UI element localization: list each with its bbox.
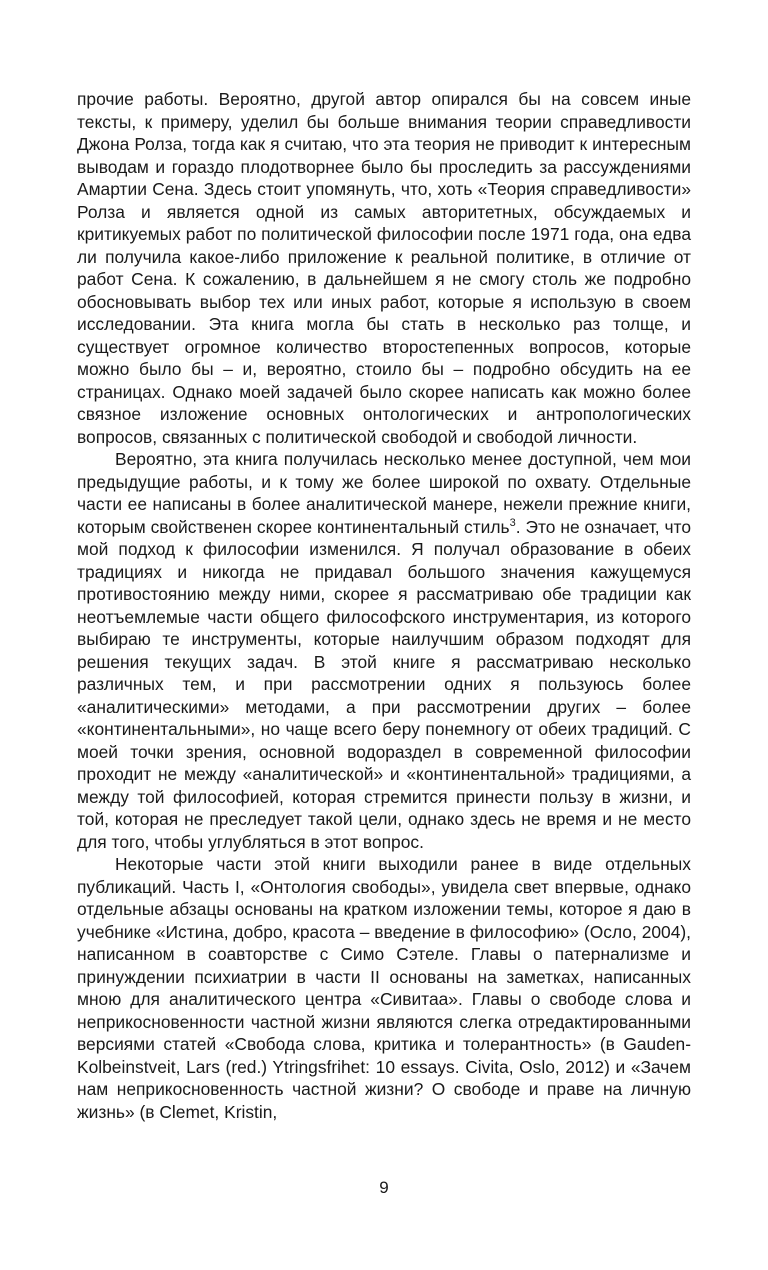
page-number: 9 (379, 1178, 389, 1197)
paragraph-2-start: Вероятно, эта книга получилась несколько менее доступной, чем мои предыдущие работы, и к тому же более широкой по охвату. Отдельные части ее написаны в более аналитической манере, нежели прежние книги, которым свойственен скорее континентальный стиль (77, 449, 691, 537)
paragraph-2 (77, 448, 691, 853)
paragraph-2-end: . Это не означает, что мой подход к философии изменился. Я получал образование в обеих традициях и никогда не придавал большого значения кажущемуся противостоянию между ними, скорее я рассматриваю обе традиции как неотъемлемые части общего философского инструментария, из которого выбираю те инструменты, которые наилучшим образом подходят для решения текущих задач. В этой книге я рассматриваю несколько различных тем, и при рассмотрении одних я пользуюсь более «аналитическими» методами, а при рассмотрении других – более «континентальными», но чаще всего беру понемногу от обеих традиций. С моей точки зрения, основной водораздел в современной философии проходит не между «аналитической» и «континентальной» традициями, а между той философией, которая стремится принести пользу в жизни, и той, которая не преследует такой цели, однако здесь не время и не место для того, чтобы углубляться в этот вопрос. (77, 516, 692, 852)
footnote-mark: 3 (509, 516, 516, 529)
page-text (77, 88, 691, 1123)
paragraph-3: Некоторые части этой книги выходили ранее в виде отдельных публикаций. Часть I, «Онтология свободы», увидела свет впервые, однако отдельные абзацы основаны на кратком изложении темы, которое я даю в учебнике «Истина, добро, красота – введение в философию» (Осло, 2004), написанном в соавторстве с Симо Сэтеле. Главы о патернализме и принуждении психиатрии в части II основаны на заметках, написанных мною для аналитического центра «Сивитаа». Главы о свободе слова и неприкосновенности частной жизни являются слегка отредактированными версиями статей «Свобода слова, критика и толерантность» (в Gauden-Kolbeinstveit, Lars (red.) Ytringsfrihet: 10 essays. Civita, Oslo, 2012) и «Зачем нам неприкосновенность частной жизни? О свободе и праве на личную жизнь» (в Clemet, Kristin, (77, 854, 691, 1122)
paragraph-1: прочие работы. Вероятно, другой автор опирался бы на совсем иные тексты, к примеру, уделил бы больше внимания теории справедливости Джона Ролза, тогда как я считаю, что эта теория не приводит к интересным выводам и гораздо плодотворнее было бы проследить за рассуждениями Амартии Сена. Здесь стоит упомянуть, что, хоть «Теория справедливости» Ролза и является одной из самых авторитетных, обсуждаемых и критикуемых работ по политической философии после 1971 года, она едва ли получила какое-либо приложение к реальной политике, в отличие от работ Сена. К сожалению, в дальнейшем я не смогу столь же подробно обосновывать выбор тех или иных работ, которые я использую в своем исследовании. Эта книга могла бы стать в несколько раз толще, и существует огромное количество второстепенных вопросов, которые можно было бы – и, вероятно, стоило бы – подробно обсудить на ее страницах. Однако моей задачей было скорее написать как можно более связное изложение основных онтологических и антропологических вопросов, связанных с политической свободой и свободой личности. (77, 89, 691, 447)
